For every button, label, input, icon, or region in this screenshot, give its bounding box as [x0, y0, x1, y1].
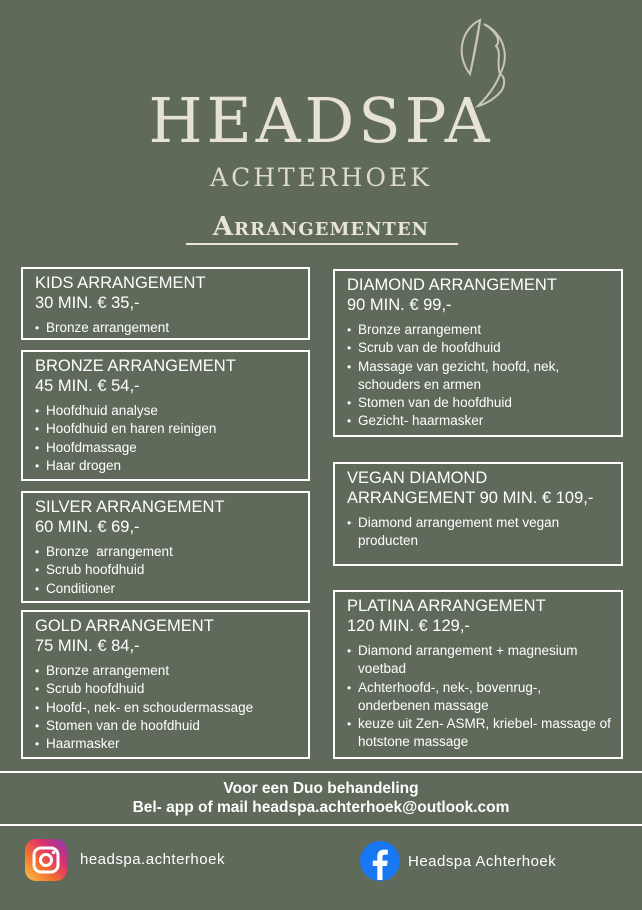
footer-duo-text: Voor een Duo behandeling	[223, 780, 419, 797]
facebook-icon[interactable]	[359, 840, 401, 882]
card-item-list	[347, 321, 611, 431]
list-item: • Stomen van de hoofdhuid	[35, 717, 298, 735]
list-item: • Conditioner	[35, 580, 298, 598]
brand-title: HEADSPA	[148, 84, 494, 157]
card-price: 75 MIN. € 84,-	[35, 637, 140, 655]
card-diamond-arrangement	[333, 269, 623, 437]
list-item: • Achterhoofd-, nek-, bovenrug-, onderbenen massage	[347, 679, 611, 716]
card-title: DIAMOND ARRANGEMENT	[347, 276, 557, 294]
footer-divider-top	[0, 771, 642, 773]
list-item: • Stomen van de hoofdhuid	[347, 394, 611, 412]
card-item-list	[35, 662, 298, 753]
card-item-list	[35, 319, 298, 337]
card-kids-arrangement	[21, 267, 310, 340]
footer-contact-text: Bel- app of mail headspa.achterhoek@outlook.com	[132, 799, 510, 816]
list-item: • Massage van gezicht, hoofd, nek, schouders en armen	[347, 358, 611, 395]
facebook-page-name[interactable]: Headspa Achterhoek	[408, 853, 557, 870]
list-item: • Scrub hoofdhuid	[35, 680, 298, 698]
card-platina-arrangement	[333, 590, 623, 759]
instagram-icon[interactable]	[24, 838, 68, 882]
list-item: • Hoofd-, nek- en schoudermassage	[35, 699, 298, 717]
card-title: VEGAN DIAMOND ARRANGEMENT 90 MIN. € 109,-	[347, 469, 594, 507]
card-title: BRONZE ARRANGEMENT	[35, 357, 236, 375]
list-item: • Hoofdhuid analyse	[35, 402, 298, 420]
list-item: • Scrub van de hoofdhuid	[347, 339, 611, 357]
card-title: KIDS ARRANGEMENT	[35, 274, 206, 292]
card-price: 60 MIN. € 69,-	[35, 518, 140, 536]
footer-divider-bottom	[0, 824, 642, 826]
heading-underline	[186, 243, 458, 245]
card-silver-arrangement	[21, 491, 310, 603]
card-title: SILVER ARRANGEMENT	[35, 498, 225, 516]
page-title: Arrangementen	[212, 212, 430, 242]
list-item: • Gezicht- haarmasker	[347, 412, 611, 430]
instagram-handle[interactable]: headspa.achterhoek	[80, 851, 225, 868]
list-item: • Bronze arrangement	[347, 321, 611, 339]
list-item: • Bronze arrangement	[35, 319, 298, 337]
list-item: • Bronze arrangement	[35, 662, 298, 680]
list-item: • Haar drogen	[35, 457, 298, 475]
list-item: • Scrub hoofdhuid	[35, 561, 298, 579]
card-price: 90 MIN. € 99,-	[347, 296, 452, 314]
card-price: 120 MIN. € 129,-	[347, 617, 470, 635]
card-item-list	[35, 543, 298, 598]
card-price: 45 MIN. € 54,-	[35, 377, 140, 395]
card-title: GOLD ARRANGEMENT	[35, 617, 214, 635]
brand-subtitle: ACHTERHOEK	[210, 163, 432, 192]
list-item: • Haarmasker	[35, 735, 298, 753]
card-item-list	[347, 514, 611, 551]
list-item: • Hoofdmassage	[35, 439, 298, 457]
card-item-list	[35, 402, 298, 475]
card-item-list	[347, 642, 611, 752]
card-price: 30 MIN. € 35,-	[35, 294, 140, 312]
list-item: • Diamond arrangement met vegan producten	[347, 514, 611, 551]
card-vegan-diamond-arrangement	[333, 462, 623, 566]
list-item: • Bronze arrangement	[35, 543, 298, 561]
list-item: • Diamond arrangement + magnesium voetbad	[347, 642, 611, 679]
list-item: • Hoofdhuid en haren reinigen	[35, 420, 298, 438]
card-title: PLATINA ARRANGEMENT	[347, 597, 546, 615]
card-bronze-arrangement	[21, 350, 310, 481]
card-gold-arrangement	[21, 610, 310, 759]
list-item: • keuze uit Zen- ASMR, kriebel- massage of hotstone massage	[347, 715, 611, 752]
